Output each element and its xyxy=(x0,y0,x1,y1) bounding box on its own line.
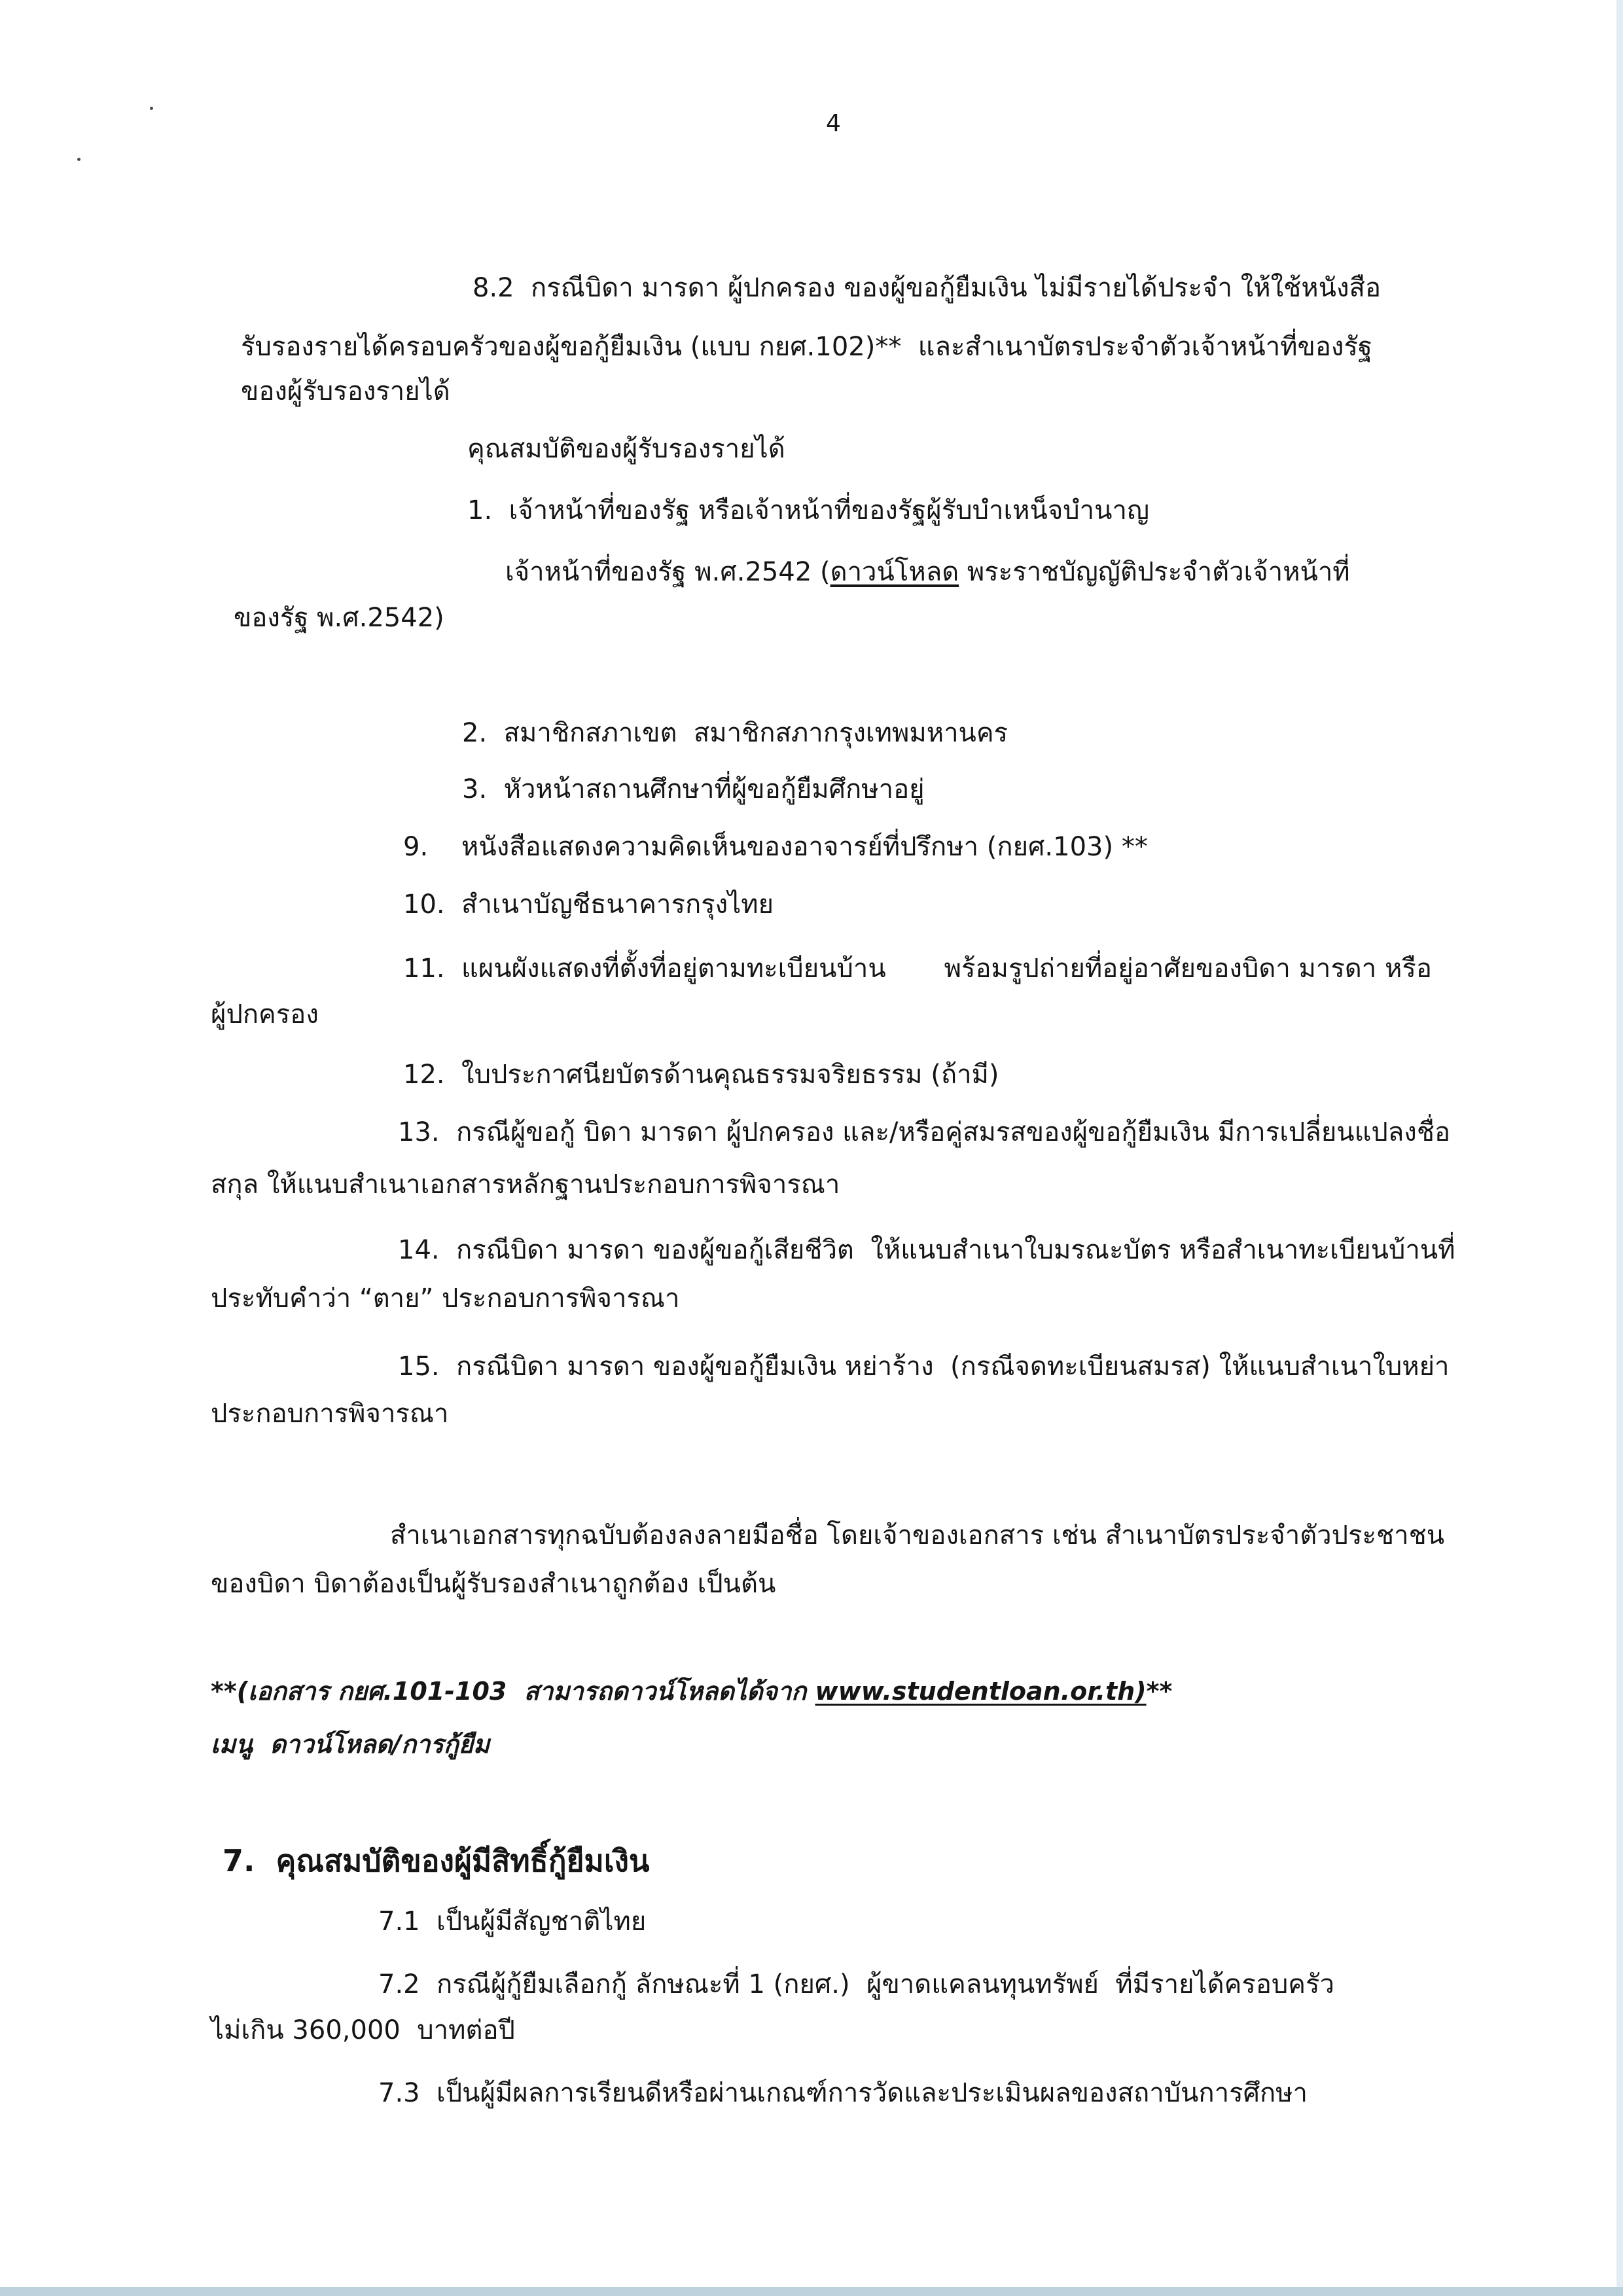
item-8-2-line-2: รับรองรายได้ครอบครัวของผู้ขอกู้ยืมเงิน (แบบ กยศ.102)** และสำเนาบัตรประจำตัวเจ้าหน้าที่ของรัฐ xyxy=(241,332,1373,362)
item-15-line-1: 15. กรณีบิดา มารดา ของผู้ขอกู้ยืมเงิน หย่าร้าง (กรณีจดทะเบียนสมรส) ให้แนบสำเนาใบหย่า xyxy=(398,1352,1450,1382)
certifier-qualifications-title: คุณสมบัติของผู้รับรองรายได้ xyxy=(467,434,785,464)
download-note: **(เอกสาร กยศ.101-103 สามารถดาวน์โหลดได้จาก www.studentloan.or.th)** xyxy=(211,1677,1173,1706)
section-7-heading: 7. คุณสมบัติของผู้มีสิทธิ์กู้ยืมเงิน xyxy=(223,1843,650,1878)
page-number: 4 xyxy=(826,110,841,137)
copy-certification-note-line-2: ของบิดา บิดาต้องเป็นผู้รับรองสำเนาถูกต้อง เป็นต้น xyxy=(211,1569,776,1599)
item-15-line-2: ประกอบการพิจารณา xyxy=(211,1399,449,1429)
item-11-line-1: 11. แผนผังแสดงที่ตั้งที่อยู่ตามทะเบียนบ้าน พร้อมรูปถ่ายที่อยู่อาศัยของบิดา มารดา หรือ xyxy=(403,954,1432,984)
scan-speck xyxy=(77,158,80,161)
item-14-line-2: ประทับคำว่า “ตาย” ประกอบการพิจารณา xyxy=(211,1283,680,1314)
certifier-qualification-1-detail: เจ้าหน้าที่ของรัฐ พ.ศ.2542 (ดาวน์โหลด พระราชบัญญัติประจำตัวเจ้าหน้าที่ xyxy=(505,557,1350,587)
item-13-line-2: สกุล ให้แนบสำเนาเอกสารหลักฐานประกอบการพิจารณา xyxy=(211,1170,840,1200)
item-13-line-1: 13. กรณีผู้ขอกู้ บิดา มารดา ผู้ปกครอง และ/หรือคู่สมรสของผู้ขอกู้ยืมเงิน มีการเปลี่ยนแปลงชื่อ xyxy=(398,1117,1450,1147)
certifier-qualification-1-detail-cont: ของรัฐ พ.ศ.2542) xyxy=(234,603,444,633)
download-menu-path: เมนู ดาวน์โหลด/การกู้ยืม xyxy=(211,1730,490,1759)
download-officer-act-link[interactable]: ดาวน์โหลด xyxy=(830,557,959,587)
certifier-qualification-1: 1. เจ้าหน้าที่ของรัฐ หรือเจ้าหน้าที่ของรัฐผู้รับบำเหน็จบำนาญ xyxy=(467,495,1150,526)
item-10: 10. สำเนาบัญชีธนาคารกรุงไทย xyxy=(403,889,774,920)
item-7-2-line-1: 7.2 กรณีผู้กู้ยืมเลือกกู้ ลักษณะที่ 1 (กยศ.) ผู้ขาดแคลนทุนทรัพย์ ที่มีรายได้ครอบครัว xyxy=(378,1969,1334,2000)
copy-certification-note-line-1: สำเนาเอกสารทุกฉบับต้องลงลายมือชื่อ โดยเจ้าของเอกสาร เช่น สำเนาบัตรประจำตัวประชาชน xyxy=(390,1520,1445,1551)
item-7-1: 7.1 เป็นผู้มีสัญชาติไทย xyxy=(378,1907,647,1937)
certifier-qualification-3: 3. หัวหน้าสถานศึกษาที่ผู้ขอกู้ยืมศึกษาอยู่ xyxy=(462,774,925,804)
scan-edge-right xyxy=(1616,0,1623,2296)
item-7-2-line-2: ไม่เกิน 360,000 บาทต่อปี xyxy=(211,2015,515,2045)
item-7-3: 7.3 เป็นผู้มีผลการเรียนดีหรือผ่านเกณฑ์การวัดและประเมินผลของสถาบันการศึกษา xyxy=(378,2078,1308,2108)
item-12: 12. ใบประกาศนียบัตรด้านคุณธรรมจริยธรรม (ถ้ามี) xyxy=(403,1060,999,1090)
item-8-2-line-3: ของผู้รับรองรายได้ xyxy=(241,376,450,406)
scan-speck xyxy=(150,107,153,110)
item-14-line-1: 14. กรณีบิดา มารดา ของผู้ขอกู้เสียชีวิต ให้แนบสำเนาใบมรณะบัตร หรือสำเนาทะเบียนบ้านที่ xyxy=(398,1235,1455,1265)
scan-edge-bottom xyxy=(0,2287,1623,2296)
item-8-2-line-1: 8.2 กรณีบิดา มารดา ผู้ปกครอง ของผู้ขอกู้ยืมเงิน ไม่มีรายได้ประจำ ให้ใช้หนังสือ xyxy=(473,273,1381,303)
certifier-qualification-2: 2. สมาชิกสภาเขต สมาชิกสภากรุงเทพมหานคร xyxy=(462,718,1008,748)
studentloan-website-link[interactable]: www.studentloan.or.th) xyxy=(815,1677,1147,1706)
item-9: 9. หนังสือแสดงความคิดเห็นของอาจารย์ที่ปรึกษา (กยศ.103) ** xyxy=(403,832,1148,862)
item-11-line-2: ผู้ปกครอง xyxy=(211,999,319,1030)
